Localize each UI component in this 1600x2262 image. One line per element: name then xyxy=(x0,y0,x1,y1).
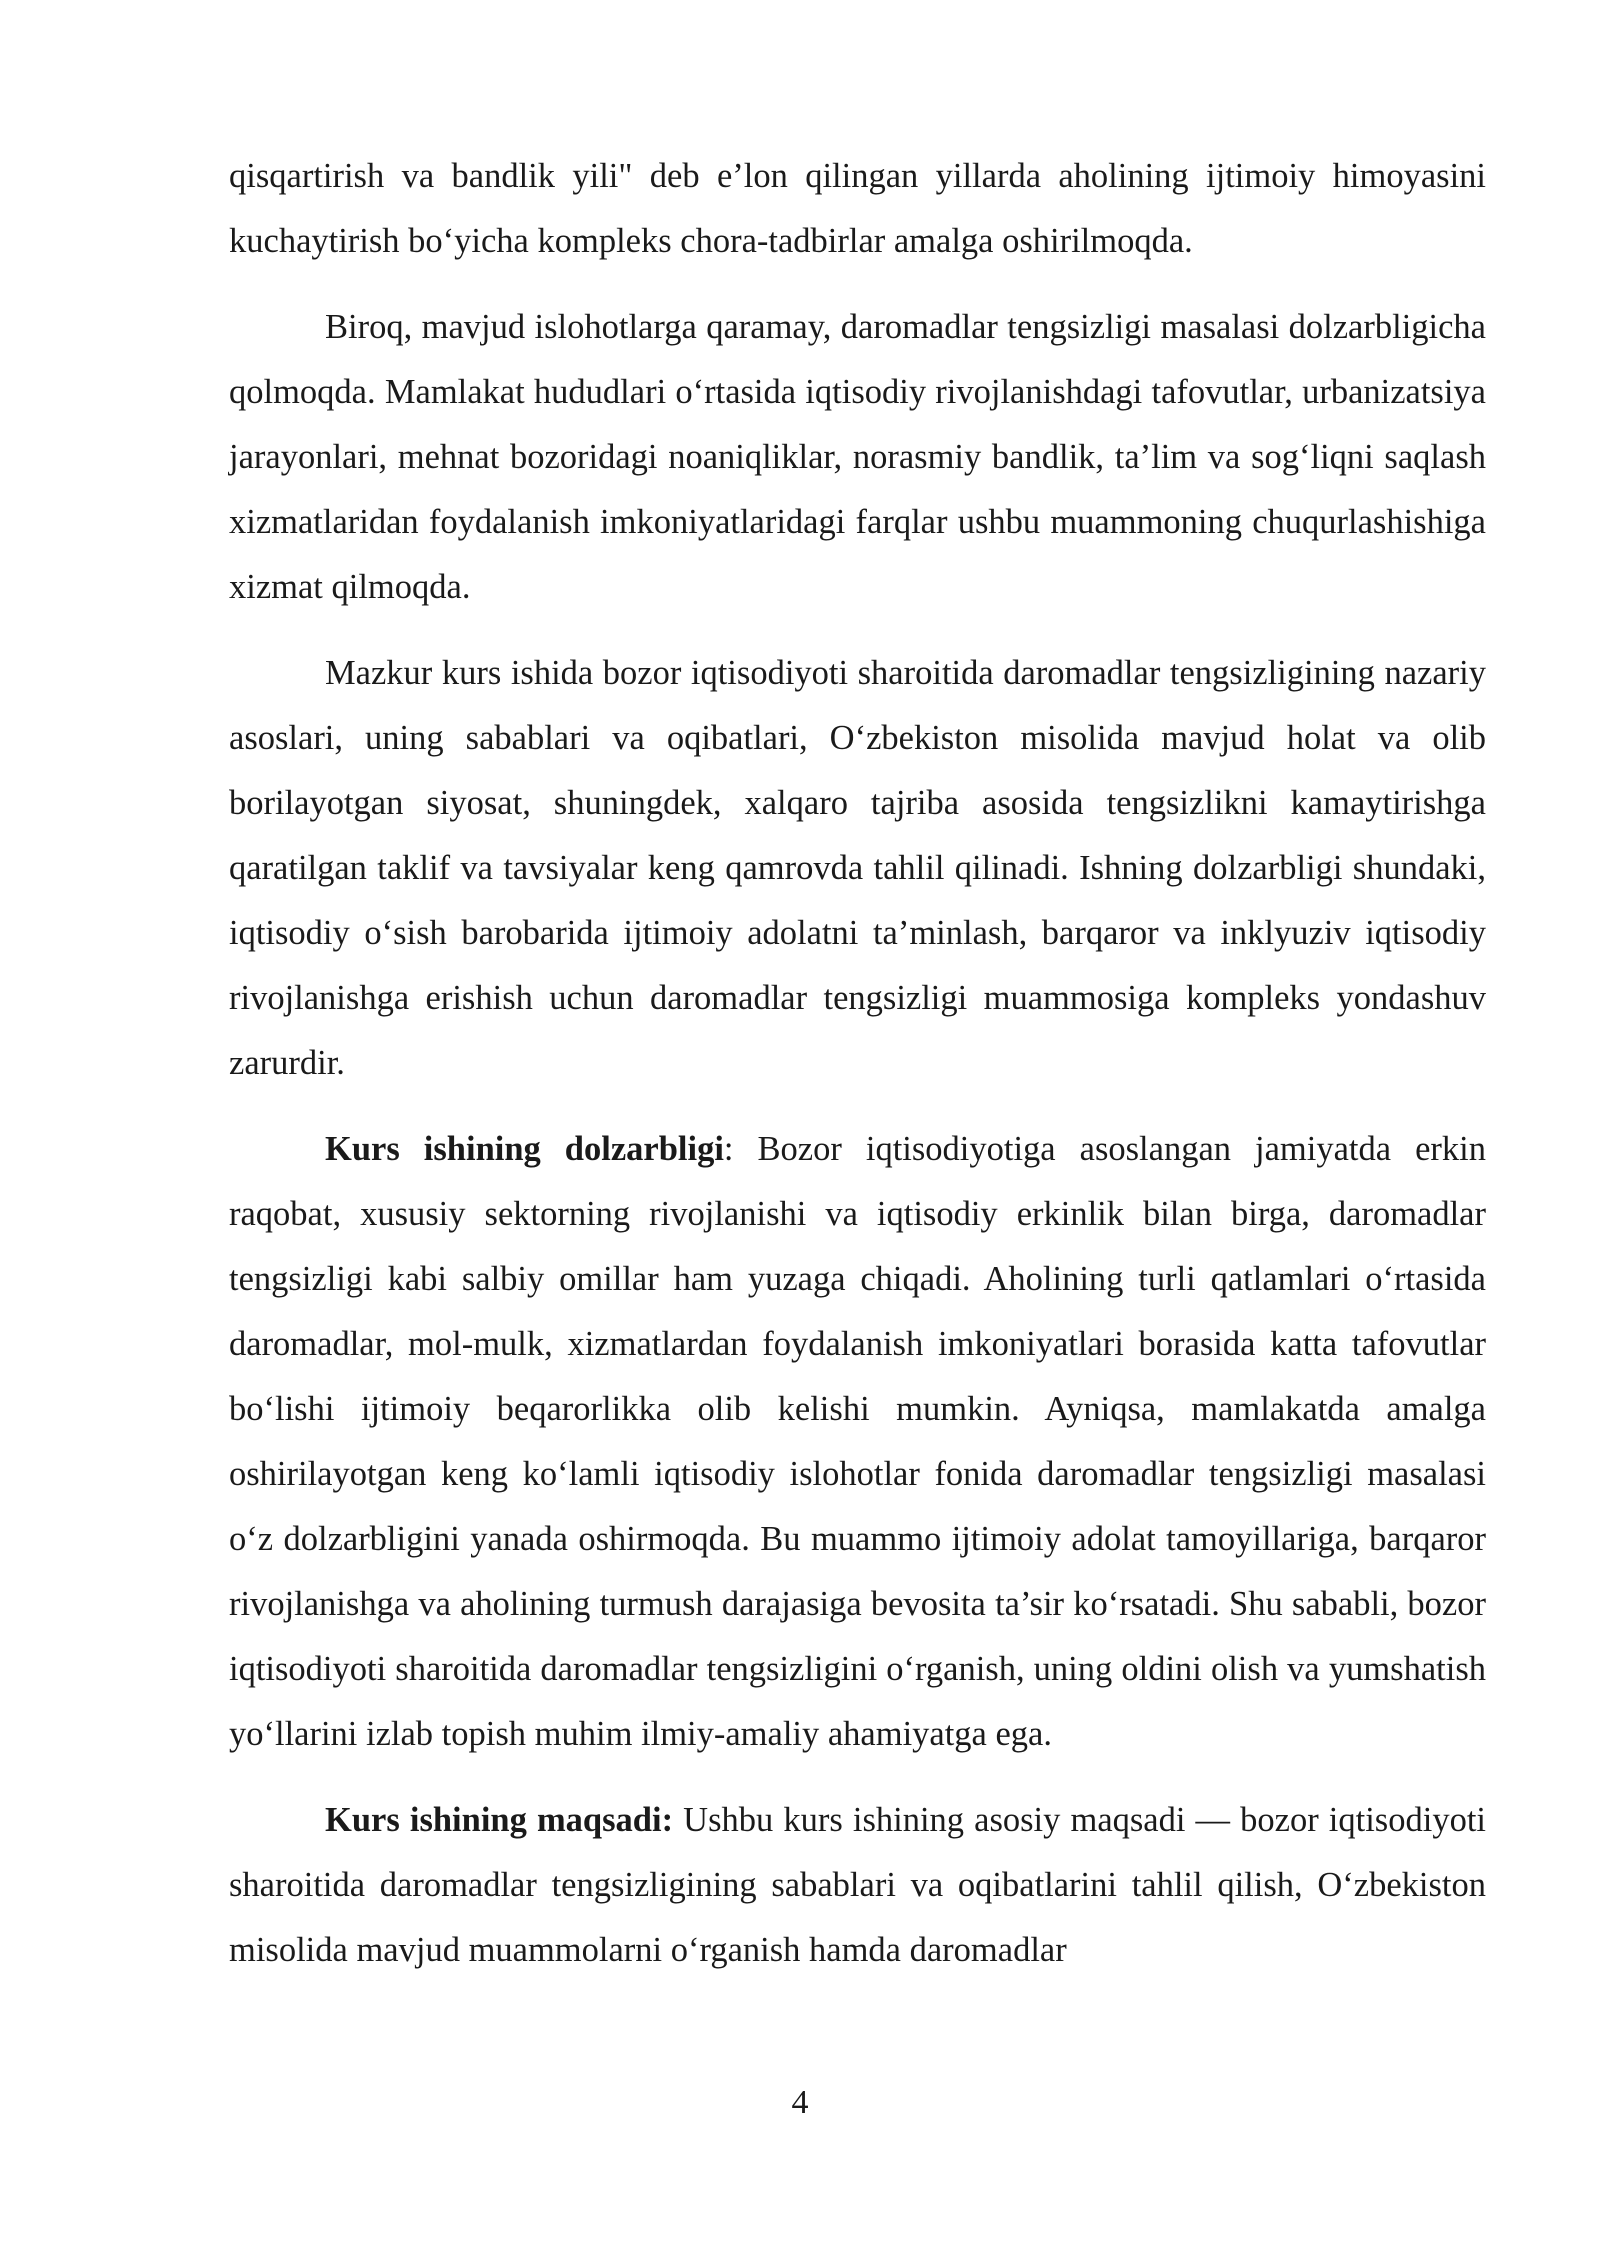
relevance-heading: Kurs ishining dolzarbligi xyxy=(325,1130,724,1168)
relevance-text: : Bozor iqtisodiyotiga asoslangan jamiyatda erkin raqobat, xususiy sektorning rivojlanishi va iqtisodiy erkinlik bilan birga, daromadlar tengsizligi kabi salbiy omillar ham yuzaga chiqadi. Aholining turli qatlamlari o‘rtasida daromadlar, mol-mulk, xizmatlardan foydalanish imkoniyatlari borasida katta tafovutlar bo‘lishi ijtimoiy beqarorlikka olib kelishi mumkin. Ayniqsa, mamlakatda amalga oshirilayotgan keng ko‘lamli iqtisodiy islohotlar fonida daromadlar tengsizligi masalasi o‘z dolzarbligini yanada oshirmoqda. Bu muammo ijtimoiy adolat tamoyillariga, barqaror rivojlanishga va aholining turmush darajasiga bevosita ta’sir ko‘rsatadi. Shu sababli, bozor iqtisodiyoti sharoitida daromadlar tengsizligini o‘rganish, uning oldini olish va yumshatish yo‘llarini izlab topish muhim ilmiy-amaliy ahamiyatga ega. xyxy=(229,1130,1486,1753)
paragraph-course-overview: Mazkur kurs ishida bozor iqtisodiyoti sharoitida daromadlar tengsizligining nazariy asoslari, uning sabablari va oqibatlari, O‘zbekiston misolida mavjud holat va olib borilayotgan siyosat, shuningdek, xalqaro tajriba asosida tengsizlikni kamaytirishga qaratilgan taklif va tavsiyalar keng qamrovda tahlil qilinadi. Ishning dolzarbligi shundaki, iqtisodiy o‘sish barobarida ijtimoiy adolatni ta’minlash, barqaror va inklyuziv iqtisodiy rivojlanishga erishish uchun daromadlar tengsizligi muammosiga kompleks yondashuv zarurdir. xyxy=(229,654,1486,1082)
goal-text: Ushbu kurs ishining asosiy maqsadi — bozor iqtisodiyoti sharoitida daromadlar tengsizligining sabablari va oqibatlarini tahlil qilish, O‘zbekiston misolida mavjud muammolarni o‘rganish hamda daromadlar xyxy=(229,1801,1486,1969)
page-body xyxy=(229,144,1486,1983)
paragraph-relevance xyxy=(229,1117,1486,1767)
page-number: 4 xyxy=(791,2084,809,2121)
paragraph-goal xyxy=(229,1788,1486,1983)
paragraph-reforms: Biroq, mavjud islohotlarga qaramay, daromadlar tengsizligi masalasi dolzarbligicha qolmoqda. Mamlakat hududlari o‘rtasida iqtisodiy rivojlanishdagi tafovutlar, urbanizatsiya jarayonlari, mehnat bozoridagi noaniqliklar, norasmiy bandlik, ta’lim va sog‘liqni saqlash xizmatlaridan foydalanish imkoniyatlaridagi farqlar ushbu muammoning chuqurlashishiga xizmat qilmoqda. xyxy=(229,308,1486,606)
paragraph-continuation: qisqartirish va bandlik yili" deb e’lon qilingan yillarda aholining ijtimoiy himoyasini kuchaytirish bo‘yicha kompleks chora-tadbirlar amalga oshirilmoqda. xyxy=(229,157,1486,260)
goal-heading: Kurs ishining maqsadi: xyxy=(325,1801,674,1839)
